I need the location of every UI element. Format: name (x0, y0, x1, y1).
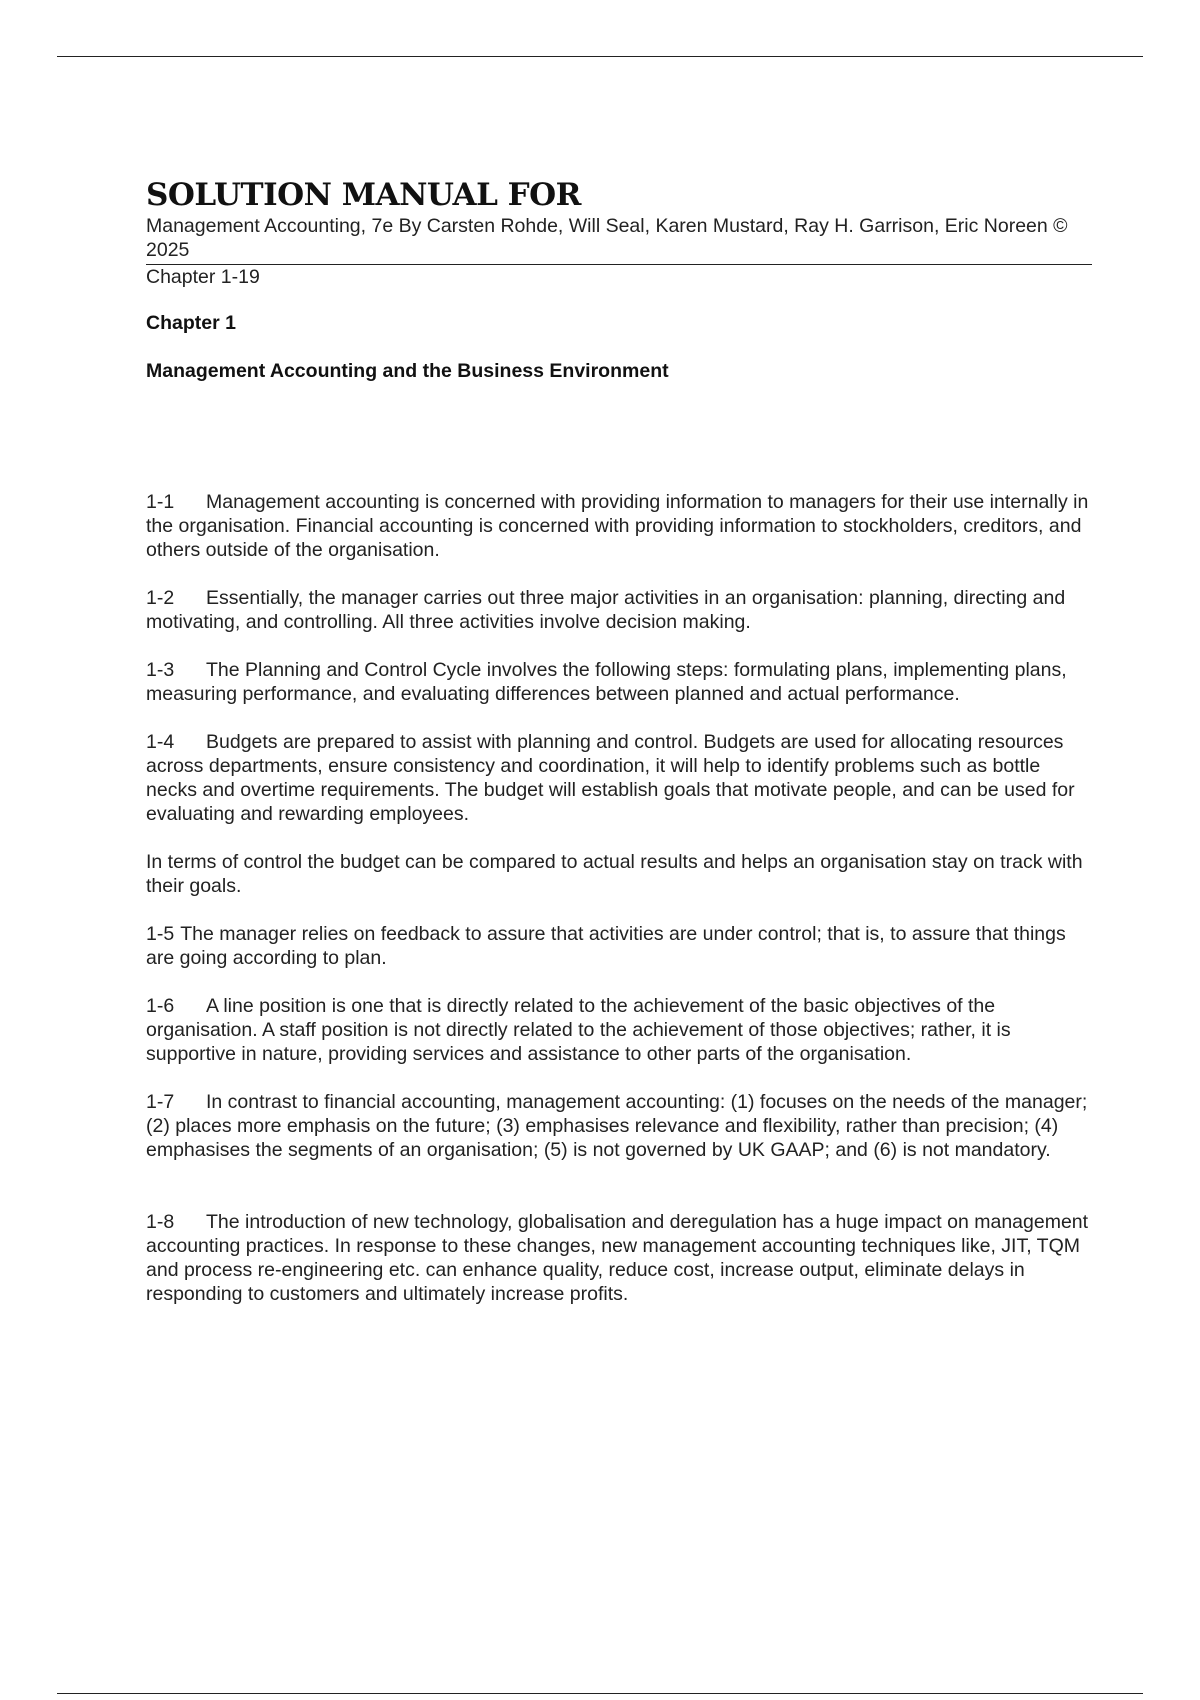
answer-text: The Planning and Control Cycle involves the following steps: formulating plans, implementing plans, measuring performance, and evaluating differences between planned and actual performance. (146, 659, 1067, 705)
chapter-heading: Chapter 1 (146, 312, 236, 334)
answer-text: The introduction of new technology, globalisation and deregulation has a huge impact on management accounting practices. In response to these changes, new management accounting techniques like, JIT, TQM and process re-engineering etc. can enhance quality, reduce cost, increase output, eliminate delays in responding to customers and ultimately increase profits. (146, 1211, 1089, 1305)
page-content (146, 176, 1090, 1330)
answer-text: A line position is one that is directly related to the achievement of the basic objectives of the organisation. A staff position is not directly related to the achievement of those objectives; rather, it is supportive in nature, providing services and assistance to other parts of the organisation. (146, 995, 1011, 1065)
answer-number: 1-1 (146, 491, 175, 513)
answer-text: The manager relies on feedback to assure that activities are under control; that is, to assure that things are going according to plan. (146, 923, 1066, 969)
answer-number: 1-8 (146, 1211, 175, 1233)
answer-1-4 (146, 730, 1090, 826)
answer-1-4-continued (146, 850, 1090, 898)
answer-number: 1-2 (146, 587, 175, 609)
answer-1-1 (146, 490, 1090, 562)
answer-number: 1-7 (146, 1091, 175, 1113)
answer-number: 1-6 (146, 995, 175, 1017)
bottom-page-rule (57, 1693, 1143, 1694)
chapter-range: Chapter 1-19 (146, 266, 260, 288)
answer-1-3 (146, 658, 1090, 706)
book-subtitle: Management Accounting, 7e By Carsten Rohde, Will Seal, Karen Mustard, Ray H. Garrison, Eric Noreen © 2025 (146, 215, 1068, 261)
answers-list (146, 490, 1090, 1306)
answer-number: 1-3 (146, 659, 175, 681)
chapter-name: Management Accounting and the Business Environment (146, 360, 669, 382)
answer-text: Essentially, the manager carries out three major activities in an organisation: planning, directing and motivating, and controlling. All three activities involve decision making. (146, 587, 1066, 633)
answer-1-2 (146, 586, 1090, 634)
answer-text: Budgets are prepared to assist with planning and control. Budgets are used for allocating resources across departments, ensure consistency and coordination, it will help to identify problems such as bottle necks and overtime requirements. The budget will establish goals that motivate people, and can be used for evaluating and rewarding employees. (146, 731, 1075, 825)
answer-text: Management accounting is concerned with providing information to managers for their use internally in the organisation. Financial accounting is concerned with providing information to stockholders, creditors, and others outside of the organisation. (146, 491, 1089, 561)
answer-1-7 (146, 1090, 1090, 1162)
answer-number: 1-5 (146, 923, 175, 945)
document-title: SOLUTION MANUAL FOR (146, 177, 581, 213)
answer-number: 1-4 (146, 731, 175, 753)
answer-1-6 (146, 994, 1090, 1066)
answer-text: In contrast to financial accounting, management accounting: (1) focuses on the needs of the manager; (2) places more emphasis on the future; (3) emphasises relevance and flexibility, rather than precision; (4) emphasises the segments of an organisation; (5) is not governed by UK GAAP; and (6) is not mandatory. (146, 1091, 1088, 1161)
top-page-rule (57, 56, 1143, 57)
answer-1-5 (146, 922, 1090, 970)
answer-1-8 (146, 1210, 1090, 1306)
answer-text: In terms of control the budget can be compared to actual results and helps an organisation stay on track with their goals. (146, 851, 1083, 897)
